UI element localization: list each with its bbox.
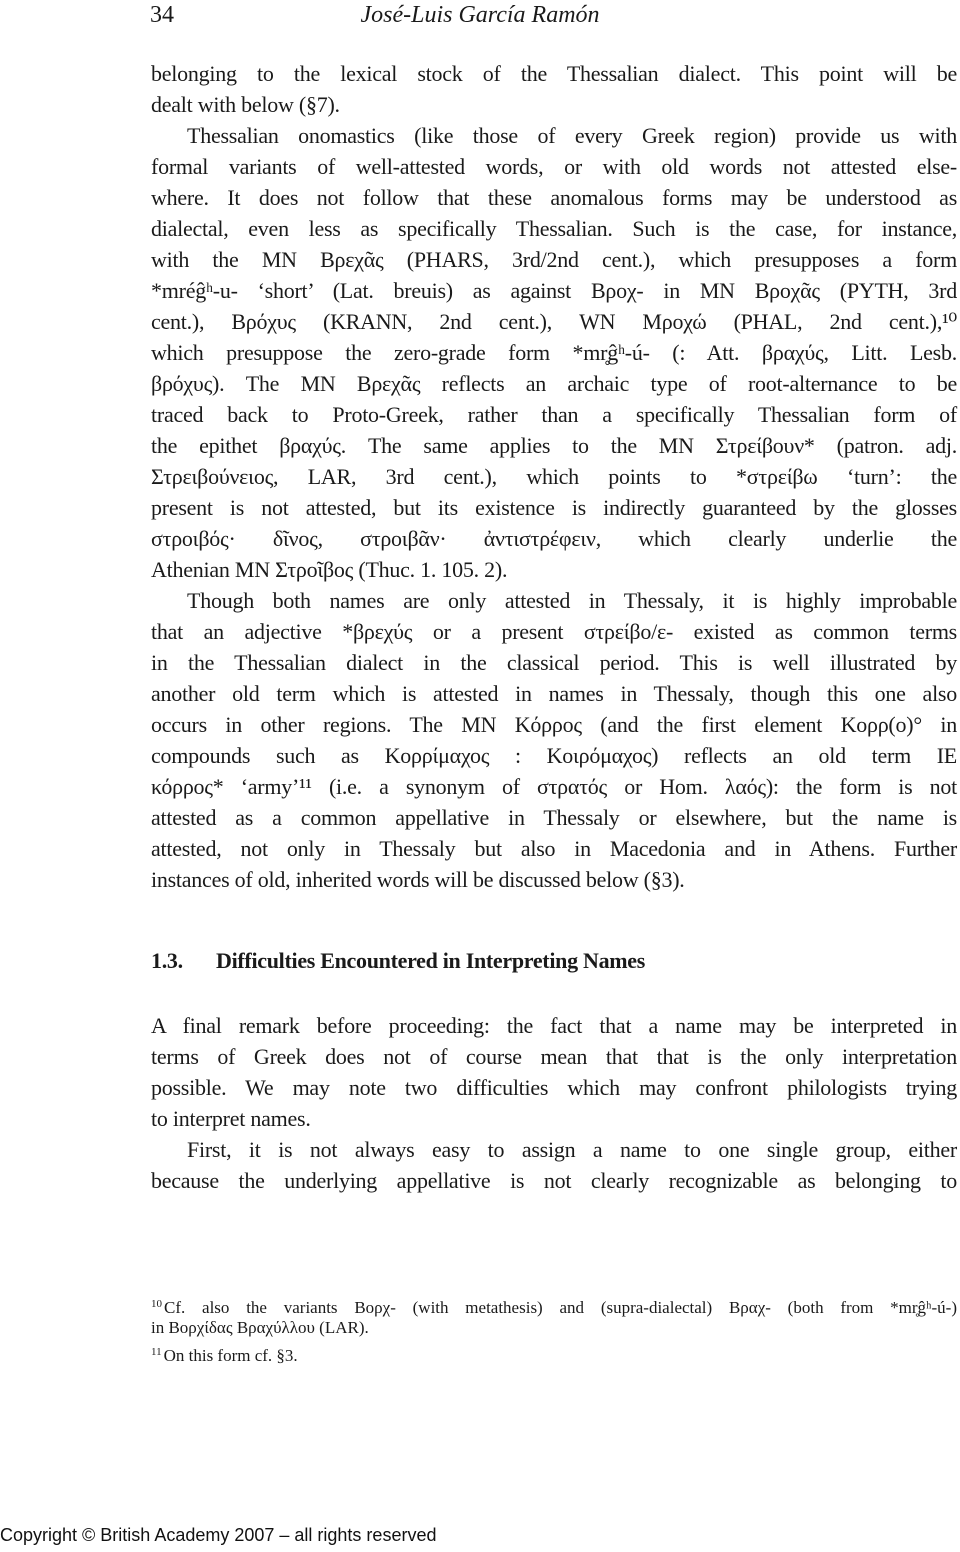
- text-line: belonging to the lexical stock of the Thessalian dialect. This point will be: [151, 61, 957, 86]
- text-line: possible. We may note two difficulties which may confront philologists trying: [151, 1075, 957, 1100]
- footnote-text: Cf. also the variants Βορχ- (with metathesis) and (supra-dialectal) Βραχ- (both from *mr̥ĝʰ-ú-): [164, 1298, 957, 1317]
- footnotes: [151, 1292, 957, 1364]
- paragraph-start-line: Thessalian onomastics (like those of every Greek region) provide us with: [187, 123, 957, 148]
- text-line: the epithet βραχύς. The same applies to the MN Στρείβουν* (patron. adj.: [151, 433, 957, 458]
- text-line: occurs in other regions. The MN Κόρρος (and the first element Κορρ(ο)° in: [151, 712, 957, 737]
- text-line: which presuppose the zero-grade form *mr̥ĝʰ-ú- (: Att. βραχύς, Litt. Lesb.: [151, 340, 957, 365]
- text-line: attested as a common appellative in Thessaly or elsewhere, but the name is: [151, 805, 957, 830]
- section-heading: [151, 948, 645, 974]
- text-line: *mréĝʰ-u- ‘short’ (Lat. breuis) as against Βροχ- in MN Βροχᾶς (PYTH, 3rd: [151, 278, 957, 303]
- section-title: Difficulties Encountered in Interpreting Names: [216, 948, 646, 973]
- text-line: traced back to Proto-Greek, rather than a specifically Thessalian form of: [151, 402, 957, 427]
- section-number: 1.3.: [151, 948, 183, 973]
- text-line: that an adjective *βρεχύς or a present στρείβο/ε- existed as common terms: [151, 619, 957, 644]
- copyright-notice: Copyright © British Academy 2007 – all rights reserved: [0, 1525, 437, 1545]
- body-text-section-1: [151, 58, 957, 895]
- text-line: A final remark before proceeding: the fact that a name may be interpreted in: [151, 1013, 957, 1038]
- text-line: in the Thessalian dialect in the classical period. This is well illustrated by: [151, 650, 957, 675]
- text-line: στροιβός· δῖνος, στροιβᾶν· ἀντιστρέφειν, which clearly underlie the: [151, 526, 957, 551]
- text-line: another old term which is attested in names in Thessaly, though this one also: [151, 681, 957, 706]
- text-line: dialectal, even less as specifically Thessalian. Such is the case, for instance,: [151, 216, 957, 241]
- page-number: 34: [150, 2, 174, 28]
- text-line: because the underlying appellative is not clearly recognizable as belonging to: [151, 1168, 957, 1193]
- text-line: βρόχυς). The MN Βρεχᾶς reflects an archaic type of root-alternance to be: [151, 371, 957, 396]
- running-title: José-Luis García Ramón: [360, 2, 600, 28]
- text-line: compounds such as Κορρίμαχος : Κοιρόμαχος) reflects an old term IE: [151, 743, 957, 768]
- body-text-section-2: [151, 1010, 957, 1196]
- text-line: terms of Greek does not of course mean that that is the only interpretation: [151, 1044, 957, 1069]
- text-line: cent.), Βρόχυς (KRANN, 2nd cent.), WN Μροχώ (PHAL, 2nd cent.),¹⁰: [151, 309, 957, 334]
- text-line: with the MN Βρεχᾶς (PHARS, 3rd/2nd cent.), which presupposes a form: [151, 247, 957, 272]
- footnote-11: [151, 1340, 957, 1364]
- running-header: [0, 0, 960, 40]
- text-line: dealt with below (§7).: [151, 92, 340, 117]
- text-line: κόρρος* ‘army’¹¹ (i.e. a synonym of στρατός or Hom. λαός): the form is not: [151, 774, 957, 799]
- text-line: Στρειβούνειος, LAR, 3rd cent.), which points to *στρείβω ‘turn’: the: [151, 464, 957, 489]
- footnote-text: On this form cf. §3.: [163, 1346, 298, 1365]
- paragraph-start-line: First, it is not always easy to assign a name to one single group, either: [187, 1137, 957, 1162]
- paragraph-start-line: Though both names are only attested in Thessaly, it is highly improbable: [187, 588, 957, 613]
- text-line: to interpret names.: [151, 1106, 311, 1131]
- text-line: Athenian MN Στροῖβος (Thuc. 1. 105. 2).: [151, 557, 508, 582]
- text-line: instances of old, inherited words will be discussed below (§3).: [151, 867, 685, 892]
- footnote-number: 11: [151, 1346, 162, 1358]
- text-line: attested, not only in Thessaly but also in Macedonia and in Athens. Further: [151, 836, 957, 861]
- footnote-10-continued: in Βορχίδας Βραχύλλου (LAR).: [151, 1318, 369, 1337]
- footnote-10: [151, 1292, 957, 1316]
- text-line: present is not attested, but its existence is indirectly guaranteed by the glosses: [151, 495, 957, 520]
- text-line: where. It does not follow that these anomalous forms may be understood as: [151, 185, 957, 210]
- text-line: formal variants of well-attested words, or with old words not attested else-: [151, 154, 957, 179]
- footnote-number: 10: [151, 1298, 162, 1310]
